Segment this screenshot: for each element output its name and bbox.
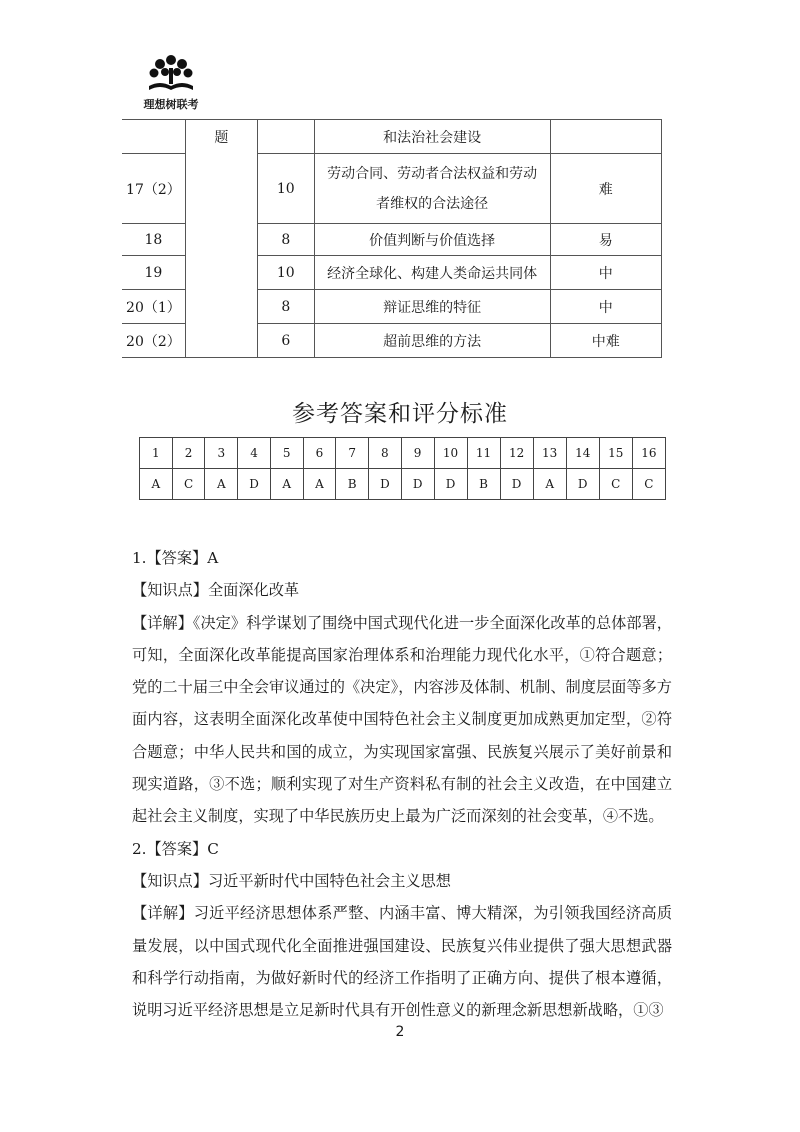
question-number-cell: 6 xyxy=(303,438,336,469)
score-cell: 10 xyxy=(257,256,314,290)
page-number: 2 xyxy=(395,1024,405,1040)
tree-book-icon xyxy=(143,48,199,98)
table-row xyxy=(122,120,662,154)
blank-cell xyxy=(185,256,257,290)
answer-cell: D xyxy=(238,469,271,500)
question-number-cell: 15 xyxy=(599,438,632,469)
difficulty-cell: 易 xyxy=(550,224,661,256)
answer-cell: A xyxy=(140,469,173,500)
question-no-cell: 19 xyxy=(122,256,185,290)
blank-cell xyxy=(185,324,257,358)
answer-cell: D xyxy=(369,469,402,500)
answer-cell: C xyxy=(172,469,205,500)
question-no-cell: 18 xyxy=(122,224,185,256)
question-number-cell: 13 xyxy=(533,438,566,469)
difficulty-cell xyxy=(550,120,661,154)
score-cell xyxy=(257,120,314,154)
q2-knowledge: 【知识点】习近平新时代中国特色社会主义思想 xyxy=(132,871,451,890)
content-cell: 辩证思维的特征 xyxy=(314,290,550,324)
answer-explanations xyxy=(132,542,672,1026)
table-row xyxy=(140,438,666,469)
answer-cell: B xyxy=(336,469,369,500)
answer-cell: D xyxy=(434,469,467,500)
question-number-cell: 3 xyxy=(205,438,238,469)
question-number-cell: 9 xyxy=(401,438,434,469)
knowledge-distribution-table xyxy=(122,119,662,358)
question-no-cell: 17（2） xyxy=(122,154,185,224)
answer-table xyxy=(139,437,666,500)
question-no-cell: 20（1） xyxy=(122,290,185,324)
question-number-cell: 11 xyxy=(467,438,500,469)
question-number-cell: 8 xyxy=(369,438,402,469)
question-no-cell: 20（2） xyxy=(122,324,185,358)
difficulty-cell: 难 xyxy=(550,154,661,224)
score-cell: 6 xyxy=(257,324,314,358)
blank-cell xyxy=(185,224,257,256)
q2-detail: 【详解】习近平经济思想体系严整、内涵丰富、博大精深，为引领我国经济高质量发展，以中国式现代化全面推进强国建设、民族复兴伟业提供了强大思想武器和科学行动指南，为做好新时代的经济工作指明了正确方向、提供了根本遵循，说明习近平经济思想是立足新时代具有开创性意义的新理念新思想新战略，①③ xyxy=(132,904,672,1020)
answer-cell: D xyxy=(401,469,434,500)
question-number-cell: 7 xyxy=(336,438,369,469)
answer-cell: B xyxy=(467,469,500,500)
blank-cell xyxy=(185,154,257,224)
question-number-cell: 12 xyxy=(500,438,533,469)
table-row xyxy=(122,290,662,324)
table-row xyxy=(140,469,666,500)
content-cell: 价值判断与价值选择 xyxy=(314,224,550,256)
score-cell: 10 xyxy=(257,154,314,224)
blank-cell xyxy=(185,290,257,324)
answer-cell: A xyxy=(205,469,238,500)
table-row xyxy=(122,224,662,256)
q1-answer: 1.【答案】A xyxy=(132,549,219,567)
answer-cell: C xyxy=(599,469,632,500)
answer-cell: C xyxy=(632,469,665,500)
score-cell: 8 xyxy=(257,224,314,256)
merged-label-cell xyxy=(185,120,257,154)
question-number-cell: 10 xyxy=(434,438,467,469)
question-number-cell: 16 xyxy=(632,438,665,469)
answer-cell: A xyxy=(303,469,336,500)
answer-cell: D xyxy=(500,469,533,500)
merged-label: 题 xyxy=(214,129,229,146)
question-number-cell: 14 xyxy=(566,438,599,469)
answer-cell: A xyxy=(533,469,566,500)
score-cell: 8 xyxy=(257,290,314,324)
question-number-cell: 2 xyxy=(172,438,205,469)
table-row xyxy=(122,324,662,358)
question-number-cell: 1 xyxy=(140,438,173,469)
table-row xyxy=(122,256,662,290)
difficulty-cell: 中 xyxy=(550,256,661,290)
page-title: 参考答案和评分标准 xyxy=(292,401,508,427)
content-cell: 经济全球化、构建人类命运共同体 xyxy=(314,256,550,290)
difficulty-cell: 中 xyxy=(550,290,661,324)
difficulty-cell: 中难 xyxy=(550,324,661,358)
logo-text: 理想树联考 xyxy=(143,98,199,111)
content-cell: 劳动合同、劳动者合法权益和劳动者维权的合法途径 xyxy=(314,154,550,224)
answer-cell: A xyxy=(270,469,303,500)
content-cell: 超前思维的方法 xyxy=(314,324,550,358)
question-number-cell: 5 xyxy=(270,438,303,469)
table-row xyxy=(122,154,662,224)
q1-detail: 【详解】《决定》科学谋划了围绕中国式现代化进一步全面深化改革的总体部署，可知，全面深化改革能提高国家治理体系和治理能力现代化水平，①符合题意；党的二十届三中全会审议通过的《决定》，内容涉及体制、机制、制度层面等多方面内容，这表明全面深化改革使中国特色社会主义制度更加成熟更加定型，②符合题意；中华人民共和国的成立，为实现国家富强、民族复兴展示了美好前景和现实道路，③不选；顺利实现了对生产资料私有制的社会主义改造，在中国建立起社会主义制度，实现了中华民族历史上最为广泛而深刻的社会变革，④不选。 xyxy=(132,613,672,826)
question-number-cell: 4 xyxy=(238,438,271,469)
q1-knowledge: 【知识点】全面深化改革 xyxy=(132,581,300,600)
logo xyxy=(126,48,216,118)
content-cell: 和法治社会建设 xyxy=(314,120,550,154)
question-no-cell xyxy=(122,120,185,154)
answer-cell: D xyxy=(566,469,599,500)
q2-answer: 2.【答案】C xyxy=(132,839,219,858)
